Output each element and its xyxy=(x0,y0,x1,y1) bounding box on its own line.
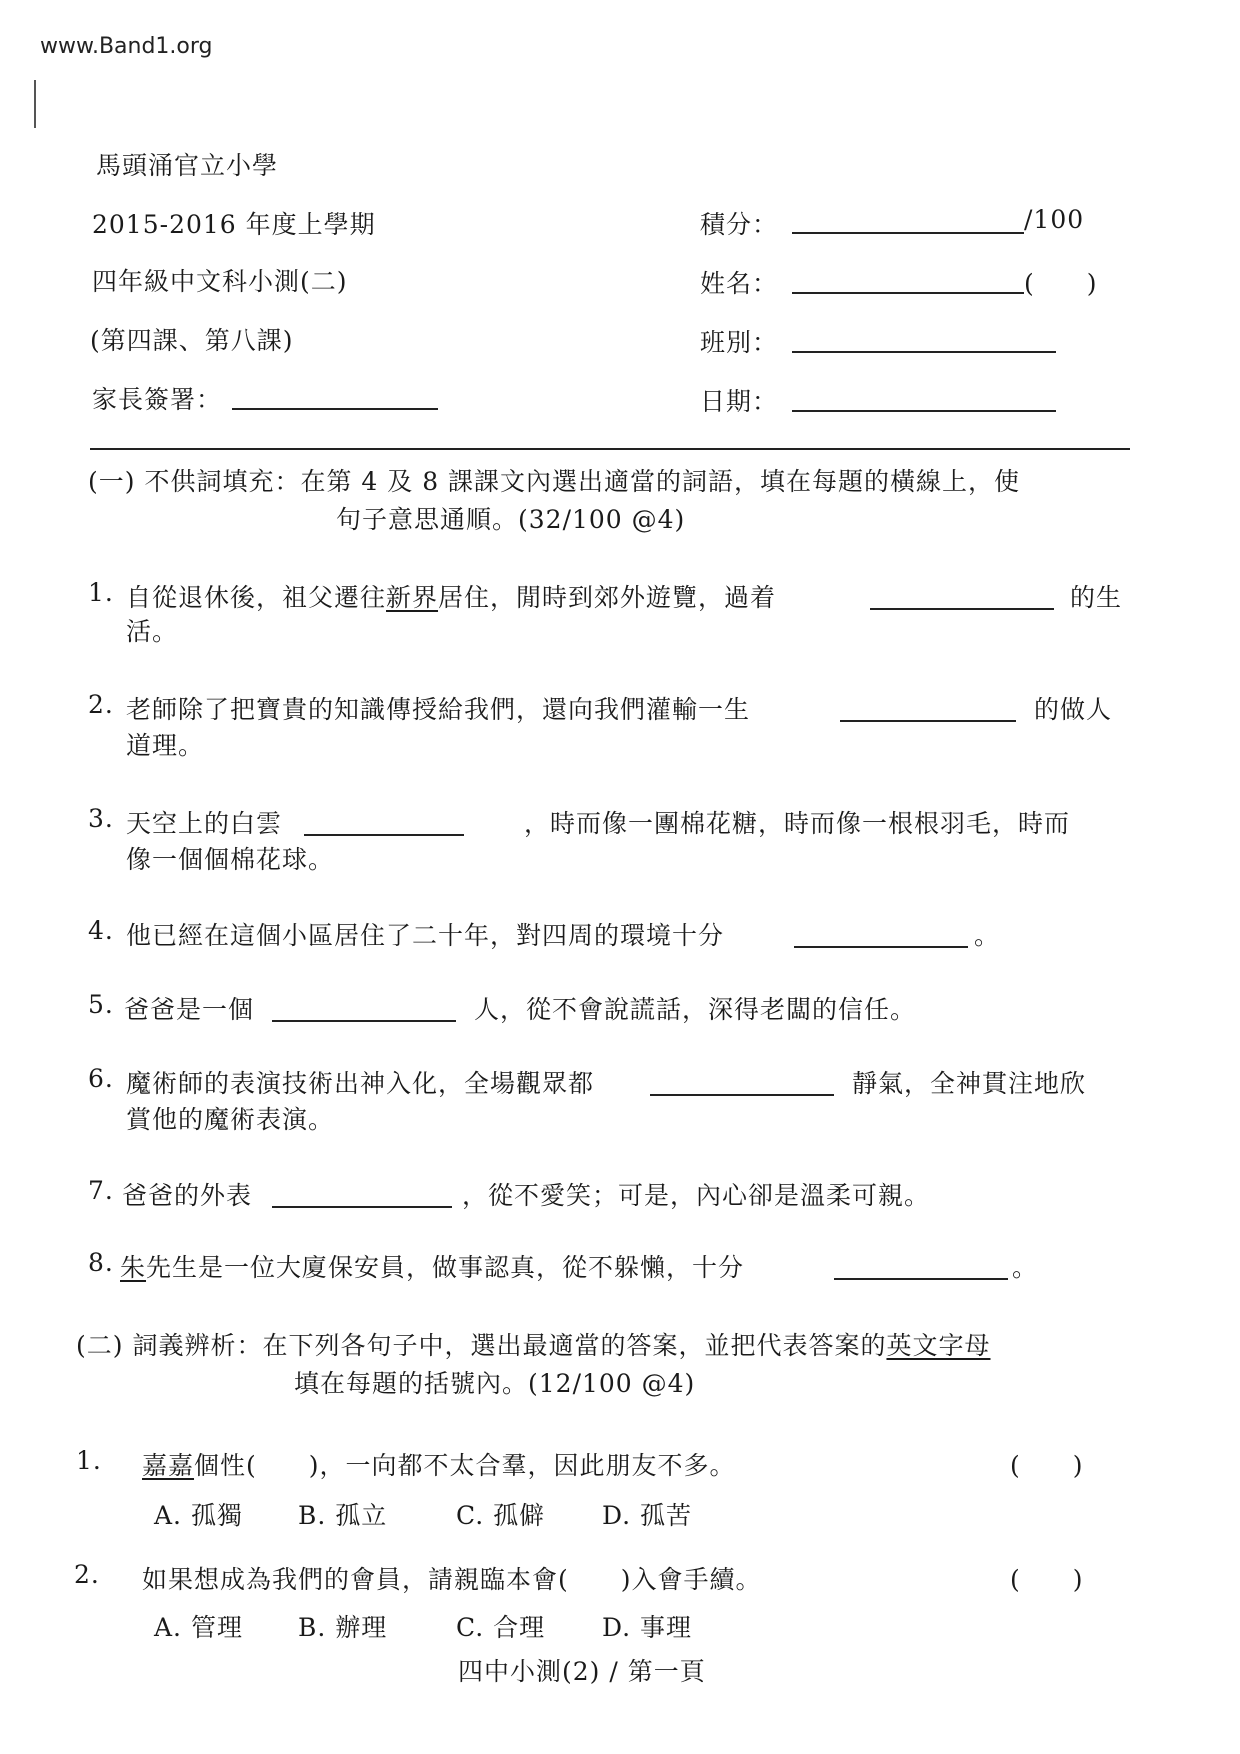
section2-title: (二) 詞義辨析：在下列各句子中，選出最適當的答案，並把代表答案的英文字母 xyxy=(76,1331,991,1360)
s1-q3-number: 3. xyxy=(88,804,114,833)
s1-q4-number: 4. xyxy=(88,916,114,945)
school-year: 2015-2016 年度上學期 xyxy=(92,210,376,239)
s2-q1-option-c: C. 孤僻 xyxy=(456,1501,546,1530)
s1-q1-number: 1. xyxy=(88,578,114,607)
name-label: 姓名： xyxy=(700,269,779,298)
s1-q6-blank[interactable] xyxy=(650,1070,834,1096)
s1-q3-blank[interactable] xyxy=(304,810,464,836)
scan-mark xyxy=(34,80,36,128)
s2-q2-option-b: B. 辦理 xyxy=(298,1613,388,1642)
s1-q6-text: 魔術師的表演技術出神入化，全場觀眾都 xyxy=(126,1069,595,1098)
s1-q2-blank[interactable] xyxy=(840,696,1016,722)
score-total: /100 xyxy=(1024,205,1085,234)
s2-q1-number: 1. xyxy=(76,1446,102,1475)
s2-q1-option-b: B. 孤立 xyxy=(298,1501,388,1530)
page-footer: 四中小測(2) / 第一頁 xyxy=(458,1657,706,1686)
s1-q8-number: 8. xyxy=(88,1248,114,1277)
s2-q2-option-c: C. 合理 xyxy=(456,1613,546,1642)
class-number-paren: ( ) xyxy=(1024,269,1098,298)
s1-q1-blank[interactable] xyxy=(870,584,1054,610)
s1-q3-text: 天空上的白雲 xyxy=(126,809,283,838)
s1-q8-text-post: 。 xyxy=(1012,1253,1039,1282)
class-field[interactable] xyxy=(792,327,1056,353)
section2-title-cont: 填在每題的括號內。(12/100 @4) xyxy=(294,1369,696,1398)
s1-q2-number: 2. xyxy=(88,690,114,719)
s1-q5-number: 5. xyxy=(88,990,114,1019)
s2-q2-number: 2. xyxy=(74,1560,100,1589)
s1-q1-text-post: 的生 xyxy=(1070,583,1123,612)
s1-q1-text-cont: 活。 xyxy=(126,617,179,646)
s2-q1-option-d: D. 孤苦 xyxy=(602,1501,693,1530)
s1-q6-number: 6. xyxy=(88,1064,114,1093)
header-divider xyxy=(90,448,1130,450)
s1-q4-blank[interactable] xyxy=(794,922,968,948)
s1-q4-text-post: 。 xyxy=(974,921,1001,950)
s2-q1-stem: 嘉嘉個性( )，一向都不太合羣，因此朋友不多。 xyxy=(142,1451,736,1480)
s1-q3-text-post: ，時而像一團棉花糖，時而像一根根羽毛，時而 xyxy=(524,809,1071,838)
s1-q5-text: 爸爸是一個 xyxy=(124,995,255,1024)
s1-q1-text: 自從退休後，祖父遷往新界居住，閒時到郊外遊覽，過着 xyxy=(126,583,777,612)
s1-q2-text-cont: 道理。 xyxy=(126,731,205,760)
s1-q6-text-cont: 賞他的魔術表演。 xyxy=(126,1105,335,1134)
score-label: 積分： xyxy=(700,210,779,239)
s1-q7-text-post: ，從不愛笑；可是，內心卻是溫柔可親。 xyxy=(462,1181,931,1210)
s1-q5-blank[interactable] xyxy=(272,996,456,1022)
s1-q7-blank[interactable] xyxy=(272,1182,452,1208)
s1-q3-text-cont: 像一個個棉花球。 xyxy=(126,845,335,874)
date-field[interactable] xyxy=(792,386,1056,412)
s1-q6-text-post: 靜氣，全神貫注地欣 xyxy=(852,1069,1087,1098)
test-subject: 四年級中文科小測(二) xyxy=(92,267,348,296)
s1-q7-text: 爸爸的外表 xyxy=(122,1181,253,1210)
s1-q7-number: 7. xyxy=(88,1176,114,1205)
school-name: 馬頭涌官立小學 xyxy=(96,151,279,180)
s1-q8-blank[interactable] xyxy=(834,1254,1008,1280)
section1-title-cont: 句子意思通順。(32/100 @4) xyxy=(336,505,686,534)
s1-q2-text-post: 的做人 xyxy=(1034,695,1113,724)
site-url: www.Band1.org xyxy=(40,34,213,59)
s2-q2-stem: 如果想成為我們的會員，請親臨本會( )入會手續。 xyxy=(142,1565,762,1594)
test-lessons: (第四課、第八課) xyxy=(90,326,294,355)
parent-sign-field[interactable] xyxy=(232,384,438,410)
parent-sign-label: 家長簽署： xyxy=(92,385,223,414)
s1-q4-text: 他已經在這個小區居住了二十年，對四周的環境十分 xyxy=(126,921,725,950)
s2-q2-option-d: D. 事理 xyxy=(602,1613,693,1642)
s2-q2-answer-box[interactable]: ( ) xyxy=(1010,1565,1084,1594)
section1-title: (一) 不供詞填充：在第 4 及 8 課課文內選出適當的詞語，填在每題的橫線上，使 xyxy=(88,467,1021,496)
s1-q2-text: 老師除了把寶貴的知識傳授給我們，還向我們灌輸一生 xyxy=(126,695,751,724)
s2-q1-option-a: A. 孤獨 xyxy=(154,1501,243,1530)
name-field[interactable] xyxy=(792,268,1024,294)
score-field[interactable] xyxy=(792,208,1024,234)
s1-q5-text-post: 人，從不會說謊話，深得老闆的信任。 xyxy=(474,995,917,1024)
date-label: 日期： xyxy=(700,387,779,416)
class-label: 班別： xyxy=(700,328,779,357)
s2-q1-answer-box[interactable]: ( ) xyxy=(1010,1451,1084,1480)
s1-q8-text: 朱先生是一位大廈保安員，做事認真，從不躲懶，十分 xyxy=(120,1253,745,1282)
s2-q2-option-a: A. 管理 xyxy=(154,1613,243,1642)
